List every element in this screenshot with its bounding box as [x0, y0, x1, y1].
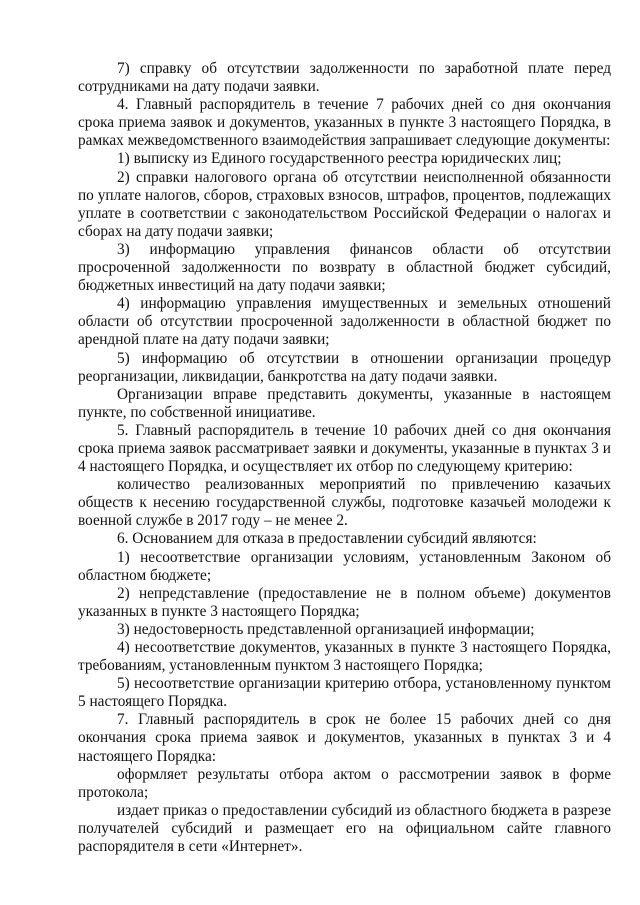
paragraph-section-4-item-4: 4) информацию управления имущественных и земельных отношений области об отсутствии просроченной задолженности в областной бюджет по арендной плате на дату подачи заявки; — [78, 295, 611, 349]
paragraph-section-6-item-4: 4) несоответствие документов, указанных в пункте 3 настоящего Порядка, требованиям, установленным пунктом 3 настоящего Порядка; — [78, 639, 611, 675]
paragraph-section-5: 5. Главный распорядитель в течение 10 рабочих дней со дня окончания срока приема заявок рассматривает заявки и документы, указанные в пунктах 3 и 4 настоящего Порядка, и осуществляет их отбор по следующему критерию: — [78, 421, 611, 476]
paragraph-section-4-item-5: 5) информацию об отсутствии в отношении организации процедур реорганизации, ликвидации, банкротства на дату подачи заявки. — [78, 349, 611, 385]
paragraph-section-6-item-1: 1) несоответствие организации условиям, установленным Законом об областном бюджете; — [78, 548, 611, 584]
paragraph-section-4-item-3: 3) информацию управления финансов области об отсутствии просроченной задолженности по возврату в областной бюджет субсидий, бюджетных инвестиций на дату подачи заявки; — [78, 240, 611, 295]
paragraph-section-6-item-2: 2) непредставление (предоставление не в полном объеме) документов указанных в пункте 3 настоящего Порядка; — [78, 584, 611, 620]
paragraph-section-7-protocol: оформляет результаты отбора актом о рассмотрении заявок в форме протокола; — [78, 765, 611, 801]
paragraph-section-7-order: издает приказ о предоставлении субсидий из областного бюджета в разрезе получателей субсидий и размещает его на официальном сайте главного распорядителя в сети «Интернет». — [78, 801, 611, 856]
paragraph-section-4-item-1: 1) выписку из Единого государственного реестра юридических лиц; — [117, 150, 562, 168]
paragraph-section-4-note: Организации вправе представить документы, указанные в настоящем пункте, по собственной инициативе. — [78, 385, 611, 421]
paragraph-section-6: 6. Основанием для отказа в предоставлении субсидий являются: — [117, 530, 537, 548]
paragraph-section-5-criterion: количество реализованных мероприятий по привлечению казачьих обществ к несению государственной службы, подготовке казачьей молодежи к военной службе в 2017 году – не менее 2. — [78, 476, 611, 530]
paragraph-section-6-item-5: 5) несоответствие организации критерию отбора, установленному пунктом 5 настоящего Порядка. — [78, 675, 611, 711]
paragraph-section-6-item-3: 3) недостоверность представленной организацией информации; — [117, 620, 535, 638]
paragraph-section-4-item-2: 2) справки налогового органа об отсутствии неисполненной обязанности по уплате налогов, сборов, страховых взносов, штрафов, процентов, подлежащих уплате в соответствии с законодательством Российской Федерации о налогах и сборах на дату подачи заявки; — [78, 168, 611, 240]
document-page — [78, 60, 611, 856]
paragraph-item-7-certificate: 7) справку об отсутствии задолженности по заработной плате перед сотрудниками на дату подачи заявки. — [78, 60, 611, 96]
paragraph-section-4: 4. Главный распорядитель в течение 7 рабочих дней со дня окончания срока приема заявок и документов, указанных в пункте 3 настоящего Порядка, в рамках межведомственного взаимодействия запрашивает следующие документы: — [78, 96, 611, 150]
paragraph-section-7: 7. Главный распорядитель в срок не более 15 рабочих дней со дня окончания срока приема заявок и документов, указанных в пунктах 3 и 4 настоящего Порядка: — [78, 711, 611, 765]
